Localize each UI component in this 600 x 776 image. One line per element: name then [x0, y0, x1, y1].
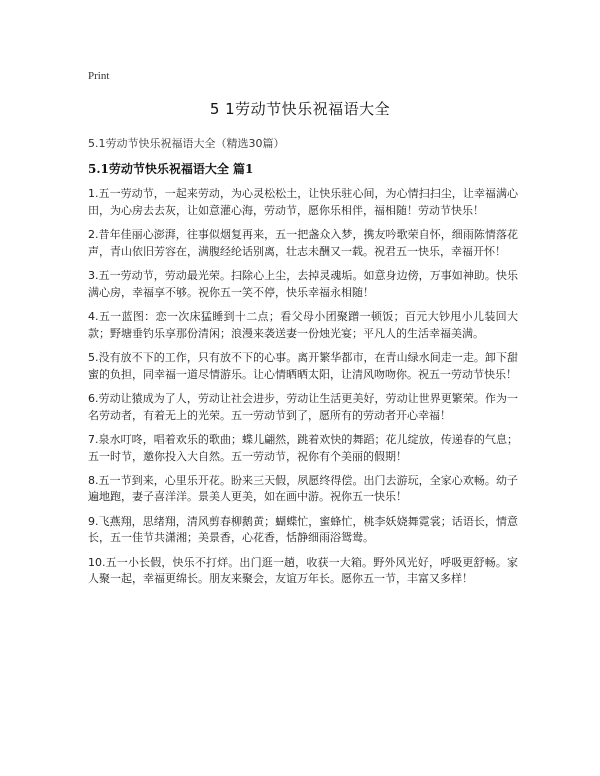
paragraph: 5.没有放不下的工作，只有放不下的心事。离开繁华都市，在青山绿水间走一走。卸下甜蜜的负担，同幸福一道尽情游乐。让心情晒晒太阳，让清风吻吻你。祝五一劳动节快乐！ — [88, 350, 518, 381]
paragraph-list — [88, 186, 518, 596]
paragraph: 7.泉水叮咚，唱着欢乐的歌曲；蝶儿翩然，跳着欢快的舞蹈；花儿绽放，传递春的气息；五一时节，邀你投入大自然。五一劳动节，祝你有个美丽的假期！ — [88, 432, 518, 463]
paragraph: 1.五一劳动节，一起来劳动，为心灵松松土，让快乐驻心间，为心情扫扫尘，让幸福满心田，为心房去去灰，让如意灌心海，劳动节，愿你乐相伴，福相随！劳动节快乐！ — [88, 187, 518, 217]
paragraph: 6.劳动让猿成为了人，劳动让社会进步，劳动让生活更美好，劳动让世界更繁荣。作为一名劳动者，有着无上的光荣。五一劳动节到了，愿所有的劳动者开心幸福！ — [88, 391, 518, 422]
paragraph: 10.五一小长假，快乐不打烊。出门逛一趟，收获一大箱。野外风光好，呼吸更舒畅。家人聚一起，幸福更绵长。朋友来聚会，友谊万年长。愿你五一节，丰富又多样！ — [88, 555, 518, 586]
paragraph: 2.昔年佳丽心澎湃，往事似烟复再来，五一把盏众入梦，携友吟歌荣自怀，细雨陈情落花声，青山依旧芳容在，满腹经纶话别离，壮志未酬又一载。祝君五一快乐，幸福开怀！ — [88, 227, 518, 258]
paragraph: 3.五一劳动节，劳动最光荣。扫除心上尘，去掉灵魂垢。如意身边傍，万事如神助。快乐满心房，幸福享不够。祝你五一笑不停，快乐幸福永相随！ — [88, 268, 518, 299]
paragraph: 8.五一节到来，心里乐开花。盼来三天假，夙愿终得偿。出门去游玩，全家心欢畅。幼子遍地跑，妻子喜洋洋。景美人更美，如在画中游。祝你五一快乐！ — [88, 473, 518, 504]
page-title: 5 1劳动节快乐祝福语大全 — [209, 100, 391, 118]
paragraph: 9.飞燕翔，思绪翔，清风剪春柳鹅黄；蝴蝶忙，蜜蜂忙，桃李妖娆舞霓裳；话语长，情意长，五一佳节共潇湘；美景香，心花香，恬静细雨浴鸳鸯。 — [88, 514, 518, 545]
section-heading: 5.1劳动节快乐祝福语大全 篇1 — [88, 162, 254, 176]
print-link[interactable]: Print — [88, 70, 110, 82]
document-subtitle: 5.1劳动节快乐祝福语大全（精选30篇） — [88, 137, 285, 150]
paragraph: 4.五一蓝图：恋一次床猛睡到十二点；看父母小团聚蹭一顿饭；百元大钞甩小儿装回大款；野塘垂钓乐享那份清闲；浪漫来袭送妻一份烛光宴；平凡人的生活幸福美满。 — [88, 309, 518, 340]
